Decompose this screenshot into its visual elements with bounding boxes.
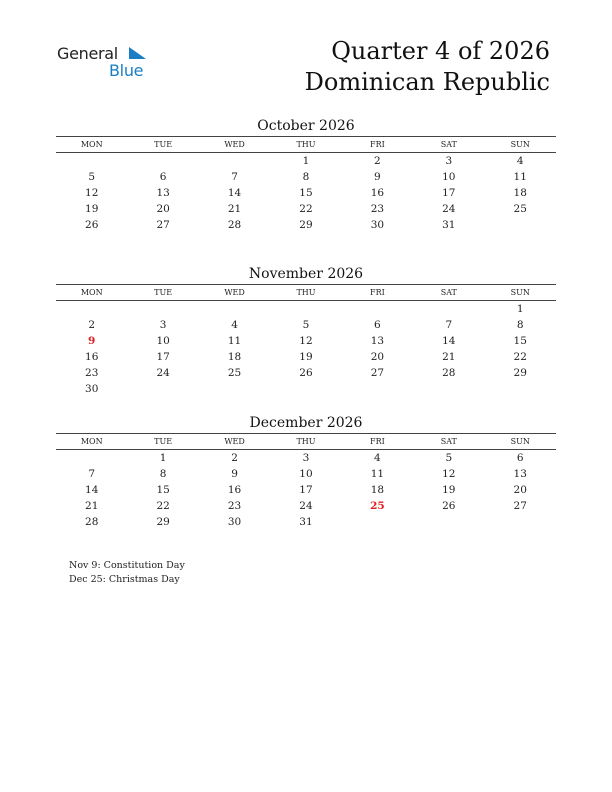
day-header-wed: WED [224, 288, 245, 297]
day-header-thu: THU [296, 437, 316, 446]
day-header-sat: SAT [440, 288, 457, 297]
day-cell: 20 [156, 203, 170, 215]
day-cell: 17 [299, 484, 313, 496]
holiday-day-cell: 9 [88, 335, 96, 347]
day-header-thu: THU [296, 288, 316, 297]
day-cell: 18 [227, 351, 242, 363]
day-cell: 30 [85, 383, 99, 395]
empty-cell [127, 301, 198, 317]
day-cell: 5 [445, 452, 453, 464]
day-cell: 26 [442, 500, 456, 512]
week-row [56, 349, 556, 365]
day-header-mon: MON [80, 288, 103, 297]
logo-text-general: General [57, 44, 118, 63]
week-row [56, 482, 556, 498]
day-cell: 11 [513, 171, 527, 183]
day-cell: 9 [231, 468, 238, 480]
page-title [305, 36, 550, 98]
day-cell: 5 [302, 319, 310, 331]
day-cell: 9 [374, 171, 381, 183]
day-cell: 10 [442, 171, 456, 183]
day-cell: 8 [516, 319, 524, 331]
day-cell: 28 [227, 219, 242, 231]
week-row [56, 498, 556, 514]
day-cell: 24 [156, 367, 170, 379]
day-header-tue: TUE [154, 140, 173, 149]
empty-cell [199, 381, 270, 397]
empty-cell [342, 514, 413, 530]
day-cell: 1 [302, 155, 310, 167]
day-cell: 20 [513, 484, 527, 496]
empty-cell [413, 514, 484, 530]
day-cell: 28 [85, 516, 99, 528]
day-cell: 29 [299, 219, 313, 231]
week-row [56, 514, 556, 530]
week-row [56, 169, 556, 185]
day-cell: 13 [156, 187, 170, 199]
day-cell: 7 [445, 319, 453, 331]
day-cell: 16 [227, 484, 242, 496]
day-cell: 11 [370, 468, 385, 480]
day-header-tue: TUE [154, 288, 173, 297]
day-cell: 24 [442, 203, 456, 215]
day-cell: 19 [85, 203, 99, 215]
day-cell: 22 [299, 203, 313, 215]
week-row [56, 153, 556, 169]
day-cell: 16 [370, 187, 385, 199]
day-cell: 6 [374, 319, 381, 331]
day-cell: 1 [159, 452, 167, 464]
logo [57, 42, 157, 82]
day-header-sun: SUN [510, 288, 530, 297]
day-cell: 15 [513, 335, 527, 347]
week-row [56, 450, 556, 466]
empty-cell [199, 301, 270, 317]
day-cell: 13 [513, 468, 527, 480]
week-row [56, 365, 556, 381]
holiday-day-cell: 25 [370, 500, 385, 512]
day-header-mon: MON [80, 140, 103, 149]
empty-cell [56, 450, 127, 466]
day-header-tue: TUE [154, 437, 173, 446]
day-cell: 2 [374, 155, 381, 167]
day-header-fri: FRI [370, 140, 385, 149]
week-row [56, 381, 556, 397]
empty-cell [199, 153, 270, 169]
logo-text-blue: Blue [109, 61, 144, 80]
holiday-note: Dec 25: Christmas Day [69, 574, 180, 585]
day-cell: 5 [88, 171, 96, 183]
day-cell: 25 [513, 203, 527, 215]
month-grid [56, 301, 556, 397]
day-cell: 13 [370, 335, 385, 347]
day-cell: 29 [156, 516, 170, 528]
day-cell: 31 [442, 219, 456, 231]
empty-cell [485, 514, 556, 530]
day-cell: 30 [370, 219, 385, 231]
day-cell: 23 [85, 367, 99, 379]
month-grid [56, 450, 556, 530]
empty-cell [413, 301, 484, 317]
month-title: October 2026 [257, 118, 355, 134]
day-cell: 12 [442, 468, 456, 480]
day-cell: 11 [227, 335, 242, 347]
day-header-fri: FRI [370, 288, 385, 297]
month-october [56, 116, 556, 233]
day-cell: 31 [299, 516, 313, 528]
day-cell: 8 [159, 468, 167, 480]
day-cell: 1 [516, 303, 524, 315]
day-cell: 14 [85, 484, 99, 496]
day-cell: 6 [516, 452, 524, 464]
day-cell: 30 [227, 516, 242, 528]
day-cell: 19 [299, 351, 313, 363]
day-cell: 29 [513, 367, 527, 379]
day-cell: 20 [370, 351, 385, 363]
day-header-row [56, 433, 556, 450]
empty-cell [270, 301, 341, 317]
title-quarter: Quarter 4 of 2026 [331, 37, 550, 65]
month-grid [56, 153, 556, 233]
day-cell: 3 [159, 319, 167, 331]
day-header-mon: MON [80, 437, 103, 446]
empty-cell [127, 381, 198, 397]
month-december [56, 413, 556, 530]
empty-cell [342, 381, 413, 397]
day-header-wed: WED [224, 140, 245, 149]
day-cell: 19 [442, 484, 456, 496]
day-cell: 7 [88, 468, 96, 480]
day-cell: 12 [299, 335, 313, 347]
week-row [56, 185, 556, 201]
day-cell: 3 [445, 155, 453, 167]
week-row [56, 201, 556, 217]
week-row [56, 301, 556, 317]
day-header-row [56, 136, 556, 153]
empty-cell [270, 381, 341, 397]
holiday-note: Nov 9: Constitution Day [69, 560, 185, 571]
day-cell: 14 [442, 335, 456, 347]
day-cell: 22 [156, 500, 170, 512]
day-cell: 18 [513, 187, 527, 199]
day-cell: 15 [156, 484, 170, 496]
week-row [56, 217, 556, 233]
day-cell: 4 [231, 319, 238, 331]
day-cell: 17 [156, 351, 170, 363]
day-header-wed: WED [224, 437, 245, 446]
empty-cell [485, 217, 556, 233]
day-cell: 26 [299, 367, 313, 379]
day-cell: 12 [85, 187, 99, 199]
empty-cell [56, 153, 127, 169]
day-cell: 21 [442, 351, 456, 363]
day-cell: 27 [513, 500, 527, 512]
day-cell: 4 [516, 155, 524, 167]
day-cell: 28 [442, 367, 456, 379]
day-cell: 26 [85, 219, 99, 231]
logo-triangle-icon [127, 46, 147, 60]
day-header-sun: SUN [510, 437, 530, 446]
day-header-sun: SUN [510, 140, 530, 149]
day-cell: 8 [302, 171, 310, 183]
day-cell: 24 [299, 500, 313, 512]
day-cell: 17 [442, 187, 456, 199]
day-cell: 4 [374, 452, 381, 464]
day-cell: 22 [513, 351, 527, 363]
month-title: December 2026 [249, 415, 363, 431]
empty-cell [56, 301, 127, 317]
title-country: Dominican Republic [304, 68, 550, 96]
day-cell: 2 [231, 452, 238, 464]
month-title: November 2026 [248, 266, 364, 282]
day-cell: 10 [156, 335, 170, 347]
day-cell: 23 [227, 500, 242, 512]
day-cell: 10 [299, 468, 313, 480]
day-header-row [56, 284, 556, 301]
day-cell: 7 [231, 171, 238, 183]
day-cell: 21 [227, 203, 242, 215]
day-cell: 23 [370, 203, 385, 215]
week-row [56, 466, 556, 482]
day-cell: 3 [302, 452, 310, 464]
day-header-fri: FRI [370, 437, 385, 446]
week-row [56, 333, 556, 349]
empty-cell [342, 301, 413, 317]
month-november [56, 264, 556, 397]
day-cell: 18 [370, 484, 385, 496]
day-cell: 2 [88, 319, 96, 331]
day-header-sat: SAT [440, 140, 457, 149]
day-cell: 15 [299, 187, 313, 199]
day-cell: 14 [227, 187, 242, 199]
day-cell: 27 [156, 219, 170, 231]
holiday-notes [69, 559, 185, 587]
week-row [56, 317, 556, 333]
empty-cell [413, 381, 484, 397]
day-cell: 6 [159, 171, 167, 183]
day-cell: 25 [227, 367, 242, 379]
empty-cell [485, 381, 556, 397]
day-cell: 16 [85, 351, 99, 363]
day-header-sat: SAT [440, 437, 457, 446]
empty-cell [127, 153, 198, 169]
day-header-thu: THU [296, 140, 316, 149]
day-cell: 27 [370, 367, 385, 379]
day-cell: 21 [85, 500, 99, 512]
